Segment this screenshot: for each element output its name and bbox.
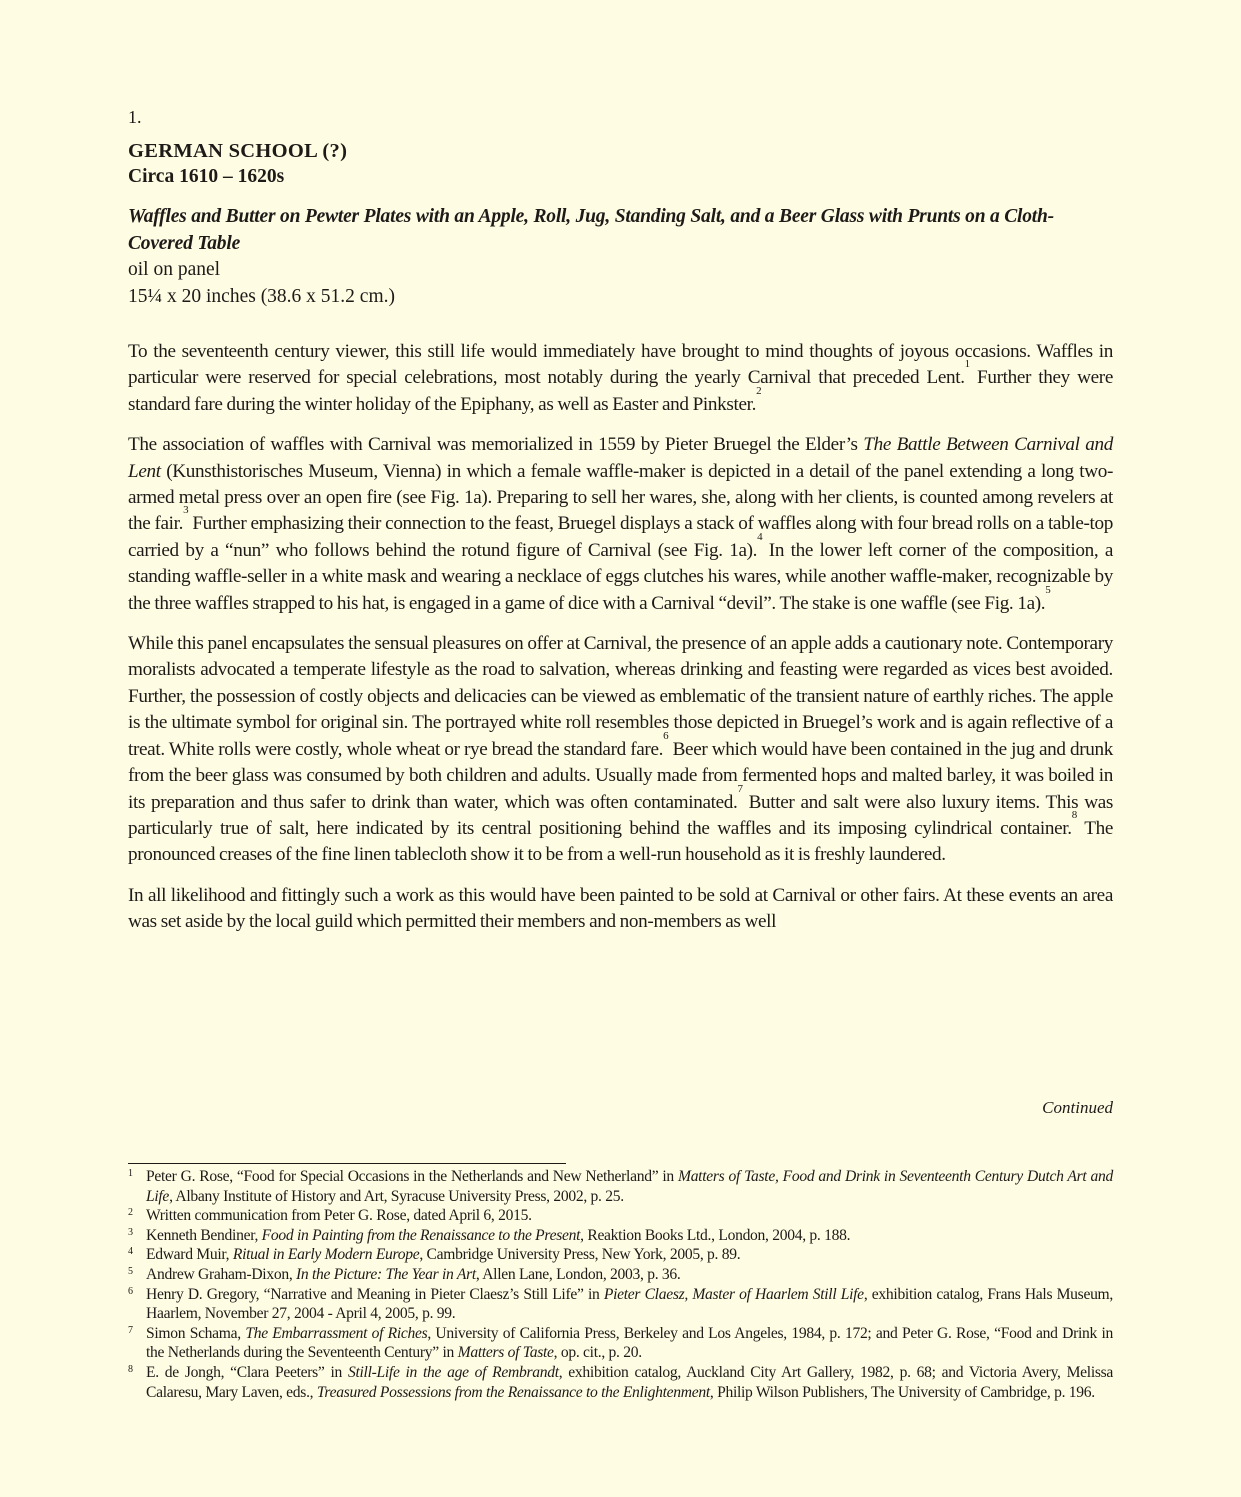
text-run: Butter and salt were also luxury items. This was particularly true of salt, here indicated by its central positioning behind the waffles and its imposing cylindrical container.: [128, 791, 1113, 839]
footnote-ref[interactable]: 5: [1045, 583, 1051, 596]
continued-label: Continued: [1042, 1098, 1113, 1117]
footnote-ref[interactable]: 7: [737, 782, 743, 795]
italic-text: Pieter Claesz, Master of Haarlem Still Life: [603, 1285, 864, 1303]
footnote: [128, 1285, 1113, 1324]
text-run: In the lower left corner of the composition, a standing waffle-seller in a white mask and wearing a necklace of eggs clutches his wares, while another waffle-maker, recognizable by the three waffles strapped to his hat, is engaged in a game of dice with a Carnival “devil”. The stake is one waffle (see Fig. 1a).: [128, 539, 1113, 614]
footnote-number: 7: [128, 1324, 133, 1336]
footnote-number: 6: [128, 1285, 133, 1297]
text-run: Andrew Graham-Dixon,: [146, 1265, 297, 1283]
text-run: , Albany Institute of History and Art, Syracuse University Press, 2002, p. 25.: [169, 1187, 624, 1205]
text-run: Peter G. Rose, “Food for Special Occasions in the Netherlands and New Netherland” in: [146, 1168, 678, 1185]
artwork-title: Waffles and Butter on Pewter Plates with an Apple, Roll, Jug, Standing Salt, and a Beer Glass with Prunts on a Cloth-Covered Table: [128, 206, 1054, 254]
text-run: Henry D. Gregory, “Narrative and Meaning in Pieter Claesz’s Still Life” in: [146, 1285, 604, 1303]
footnote-number: 1: [128, 1168, 133, 1179]
text-run: Written communication from Peter G. Rose, dated April 6, 2015.: [146, 1207, 532, 1225]
footnote-text: [146, 1245, 1113, 1265]
text-run: , Cambridge University Press, New York, 2005, p. 89.: [419, 1246, 741, 1264]
footnote: [128, 1167, 1113, 1206]
italic-text: Matters of Taste, Food and Drink in Seventeenth Century Dutch Art and Life: [146, 1168, 1113, 1205]
footnote-ref[interactable]: 2: [756, 384, 762, 397]
text-run: Simon Schama,: [146, 1324, 246, 1342]
italic-text: Ritual in Early Modern Europe: [232, 1246, 420, 1264]
footnote-text: [146, 1285, 1113, 1324]
italic-text: The Embarrassment of Riches: [245, 1324, 428, 1342]
text-run: , exhibition catalog, Auckland City Art Gallery, 1982, p. 68; and Victoria Avery, Melissa Calaresu, Mary Laven, eds.,: [146, 1363, 1114, 1401]
footnote: [128, 1324, 1113, 1363]
footnote-text: [146, 1265, 1113, 1285]
footnote-text: [146, 1226, 1113, 1246]
footnote: [128, 1245, 1113, 1265]
text-run: In all likelihood and fittingly such a work as this would have been painted to be sold at Carnival or other fairs. At these events an area was set aside by the local guild which permitted their members and non-members as well: [128, 884, 1113, 933]
footnote-text: [146, 1167, 1113, 1206]
date-heading: Circa 1610 – 1620s: [128, 166, 285, 187]
body-paragraph: [128, 883, 1113, 936]
medium: oil on panel: [128, 259, 221, 280]
text-run: (Kunsthistorisches Museum, Vienna) in which a female waffle-maker is depicted in a detail of the panel extending a long two-armed metal press over an open fire (see Fig. 1a). Preparing to sell her wares, she, along with her clients, is counted among revelers at the fair.: [128, 460, 1113, 535]
text-run: The pronounced creases of the fine linen tablecloth show it to be from a well-run household as it is freshly laundered.: [128, 817, 1113, 866]
catalog-entry: [128, 106, 1113, 950]
footnote-text: [146, 1324, 1113, 1363]
footnote-ref[interactable]: 4: [757, 530, 763, 543]
footnote-number: 4: [128, 1246, 133, 1258]
italic-text: Still-Life in the age of Rembrandt: [347, 1363, 559, 1381]
entry-number: 1.: [128, 107, 142, 127]
text-run: Edward Muir,: [146, 1246, 233, 1264]
footnote-ref[interactable]: 1: [964, 358, 970, 371]
text-run: While this panel encapsulates the sensual pleasures on offer at Carnival, the presence of an apple adds a cautionary note. Contemporary moralists advocated a temperate lifestyle as the road to salvation, whereas drinking and feasting were regarded as vices best avoided. Further, the possession of costly objects and delicacies can be viewed as emblematic of the transient nature of earthly riches. The apple is the ultimate symbol for original sin. The portrayed white roll resembles those depicted in Bruegel’s work and is again reflective of a treat. White rolls were costly, whole wheat or rye bread the standard fare.: [128, 633, 1113, 760]
footnote: [128, 1363, 1113, 1402]
text-run: Further emphasizing their connection to the feast, Bruegel displays a stack of waffles along with four bread rolls on a table-top carried by a “nun” who follows behind the rotund figure of Carnival (see Fig. 1a).: [128, 513, 1113, 561]
italic-text: In the Picture: The Year in Art: [296, 1265, 476, 1283]
text-run: , University of California Press, Berkeley and Los Angeles, 1984, p. 172; and Peter G. Rose, “Food and Drink in the Netherlands during the Seventeenth Century” in: [146, 1324, 1113, 1362]
footnote-number: 5: [128, 1265, 133, 1277]
text-run: E. de Jongh, “Clara Peeters” in: [146, 1363, 348, 1381]
artist-heading: GERMAN SCHOOL (?): [128, 140, 348, 162]
footnote-ref[interactable]: 8: [1071, 808, 1077, 821]
text-run: , Philip Wilson Publishers, The University of Cambridge, p. 196.: [709, 1383, 1095, 1401]
body-paragraph: [128, 631, 1113, 869]
footnote: [128, 1265, 1113, 1285]
italic-text: Matters of Taste: [457, 1344, 554, 1362]
text-run: , exhibition catalog, Frans Hals Museum, Haarlem, November 27, 2004 - April 4, 2005, p. 99.: [146, 1285, 1113, 1323]
body-paragraph: [128, 432, 1113, 617]
text-run: Beer which would have been contained in the jug and drunk from the beer glass was consumed by both children and adults. Usually made from fermented hops and malted barley, it was boiled in its preparation and thus safer to drink than water, which was often contaminated.: [128, 738, 1113, 813]
footnote: [128, 1206, 1113, 1226]
text-run: Kenneth Bendiner,: [146, 1226, 262, 1244]
footnote: [128, 1226, 1113, 1246]
text-run: The association of waffles with Carnival was memorialized in 1559 by Pieter Bruegel the Elder’s: [128, 434, 864, 456]
dimensions: 15¼ x 20 inches (38.6 x 51.2 cm.): [128, 285, 396, 307]
text-run: , op. cit., p. 20.: [553, 1344, 642, 1362]
text-run: Further they were standard fare during the winter holiday of the Epiphany, as well as Easter and Pinkster.: [128, 367, 1113, 415]
italic-text: The Battle Between Carnival and Lent: [128, 434, 1113, 482]
footnote-ref[interactable]: 6: [663, 729, 669, 742]
footnote-text: [146, 1206, 1113, 1226]
footnote-number: 3: [128, 1226, 133, 1238]
text-run: , Allen Lane, London, 2003, p. 36.: [475, 1265, 681, 1283]
text-run: To the seventeenth century viewer, this still life would immediately have brought to mind thoughts of joyous occasions. Waffles in particular were reserved for special celebrations, most notably during the yearly Carnival that preceded Lent.: [128, 341, 1113, 389]
footnote-ref[interactable]: 3: [183, 504, 189, 517]
footnote-divider: [128, 1163, 566, 1164]
footnote-text: [146, 1363, 1113, 1402]
italic-text: Food in Painting from the Renaissance to the Present: [261, 1226, 581, 1244]
footnote-number: 8: [128, 1363, 133, 1375]
footnotes: [128, 1167, 1113, 1402]
footnote-number: 2: [128, 1207, 133, 1219]
essay-body: [128, 339, 1113, 936]
body-paragraph: [128, 339, 1113, 418]
italic-text: Treasured Possessions from the Renaissance to the Enlightenment: [316, 1383, 710, 1401]
text-run: , Reaktion Books Ltd., London, 2004, p. 188.: [580, 1226, 851, 1244]
